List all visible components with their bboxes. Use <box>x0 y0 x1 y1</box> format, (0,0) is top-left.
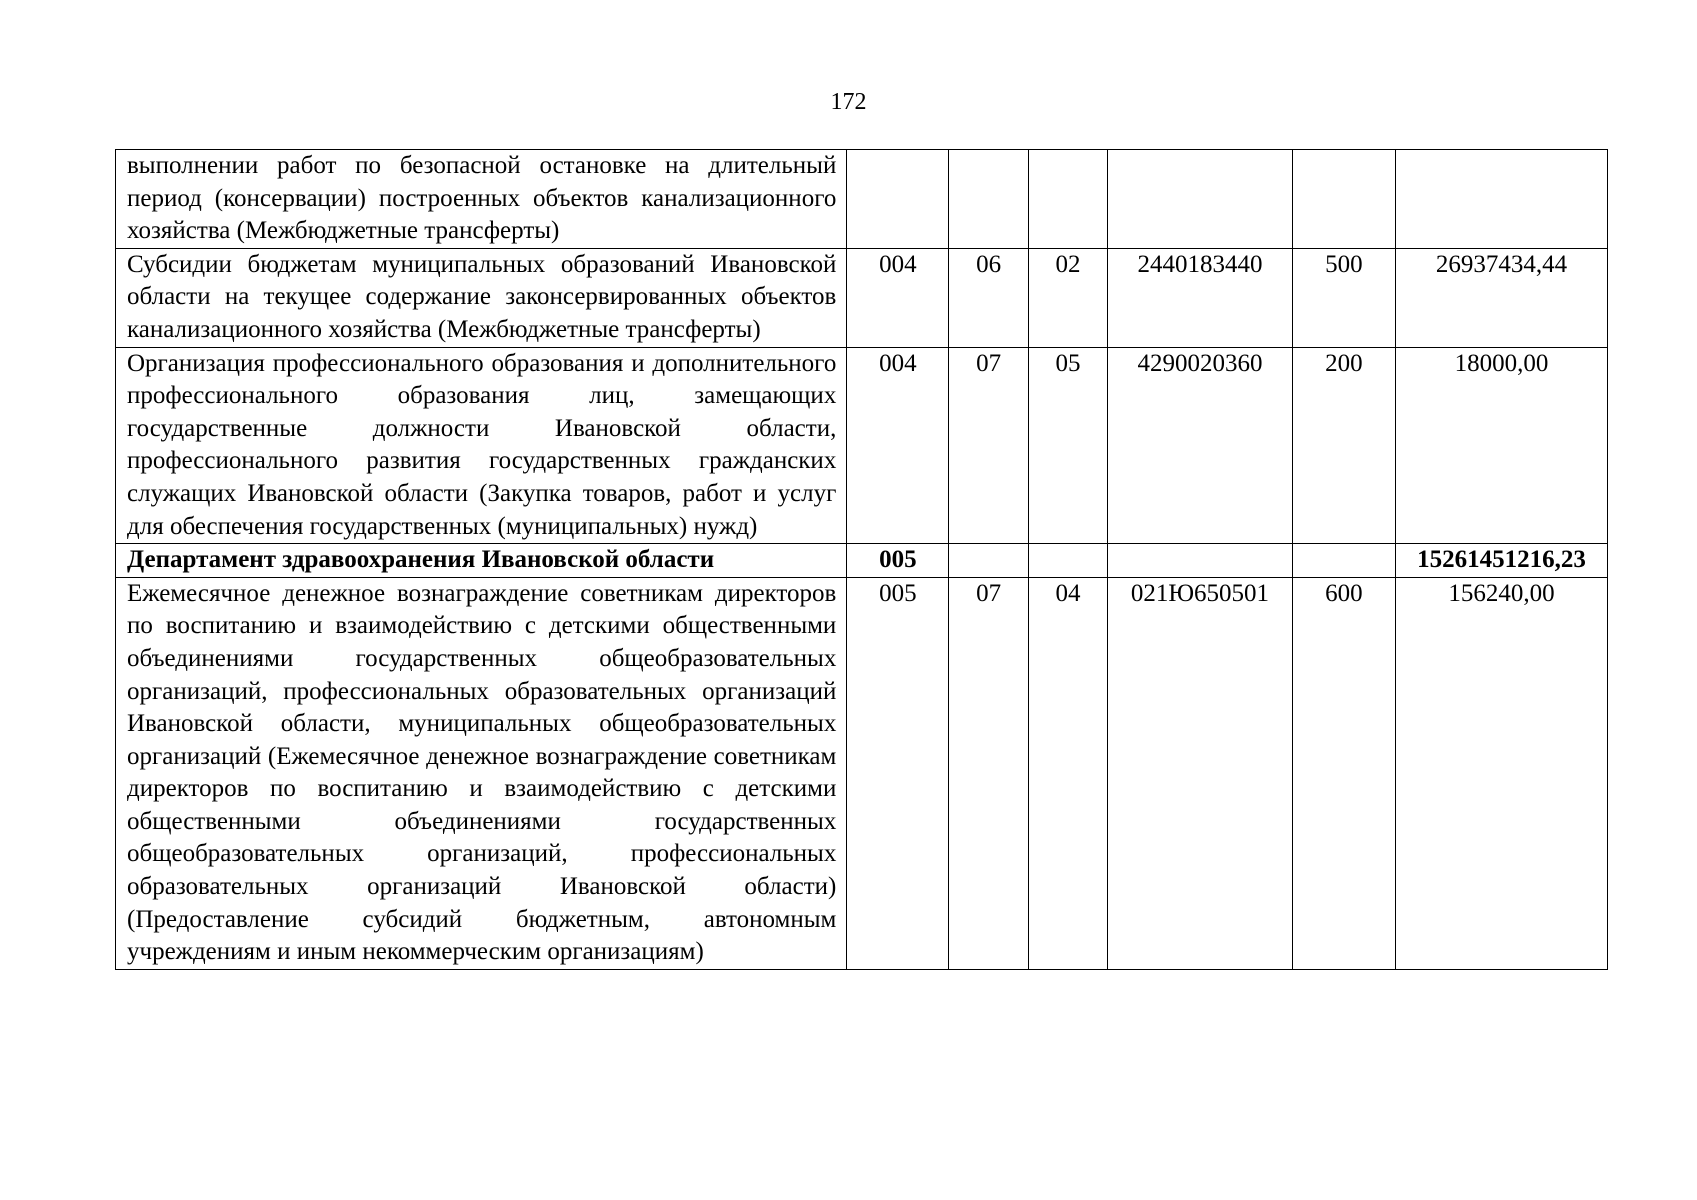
table-row-department <box>116 544 1608 578</box>
admin-code <box>847 150 949 249</box>
subsection-code <box>1028 544 1107 578</box>
section-code: 07 <box>949 577 1028 969</box>
amount: 26937434,44 <box>1396 248 1608 347</box>
row-description: Ежемесячное денежное вознаграждение советникам директоров по воспитанию и взаимодействию с детскими общественными объединениями государственных общеобразовательных организаций, профессиональных образовательных организаций Ивановской области, муниципальных общеобразовательных организаций (Ежемесячное денежное вознаграждение советникам директоров по воспитанию и взаимодействию с детскими общественными объединениями государственных общеобразовательных организаций, профессиональных образовательных организаций Ивановской области) (Предоставление субсидий бюджетным, автономным учреждениям и иным некоммерческим организациям) <box>116 577 847 969</box>
expense-type-code: 200 <box>1292 347 1395 544</box>
expense-type-code <box>1292 544 1395 578</box>
page-number: 172 <box>830 89 867 115</box>
amount: 15261451216,23 <box>1396 544 1608 578</box>
table-row <box>116 150 1608 249</box>
section-code: 07 <box>949 347 1028 544</box>
admin-code: 004 <box>847 248 949 347</box>
table-row <box>116 347 1608 544</box>
target-code <box>1108 544 1293 578</box>
target-code: 4290020360 <box>1108 347 1293 544</box>
section-code: 06 <box>949 248 1028 347</box>
row-description: Организация профессионального образования и дополнительного профессионального образования лиц, замещающих государственные должности Ивановской области, профессионального развития государственных гражданских служащих Ивановской области (Закупка товаров, работ и услуг для обеспечения государственных (муниципальных) нужд) <box>116 347 847 544</box>
budget-table <box>115 149 1608 970</box>
target-code: 2440183440 <box>1108 248 1293 347</box>
section-code <box>949 544 1028 578</box>
amount: 156240,00 <box>1396 577 1608 969</box>
subsection-code: 05 <box>1028 347 1107 544</box>
admin-code: 005 <box>847 544 949 578</box>
target-code: 021Ю650501 <box>1108 577 1293 969</box>
subsection-code: 02 <box>1028 248 1107 347</box>
amount: 18000,00 <box>1396 347 1608 544</box>
target-code <box>1108 150 1293 249</box>
table-row <box>116 248 1608 347</box>
row-description: Субсидии бюджетам муниципальных образований Ивановской области на текущее содержание законсервированных объектов канализационного хозяйства (Межбюджетные трансферты) <box>116 248 847 347</box>
table-row <box>116 577 1608 969</box>
row-description: выполнении работ по безопасной остановке на длительный период (консервации) построенных объектов канализационного хозяйства (Межбюджетные трансферты) <box>116 150 847 249</box>
admin-code: 004 <box>847 347 949 544</box>
admin-code: 005 <box>847 577 949 969</box>
expense-type-code <box>1292 150 1395 249</box>
amount <box>1396 150 1608 249</box>
expense-type-code: 600 <box>1292 577 1395 969</box>
expense-type-code: 500 <box>1292 248 1395 347</box>
subsection-code: 04 <box>1028 577 1107 969</box>
section-code <box>949 150 1028 249</box>
row-description: Департамент здравоохранения Ивановской области <box>116 544 847 578</box>
subsection-code <box>1028 150 1107 249</box>
